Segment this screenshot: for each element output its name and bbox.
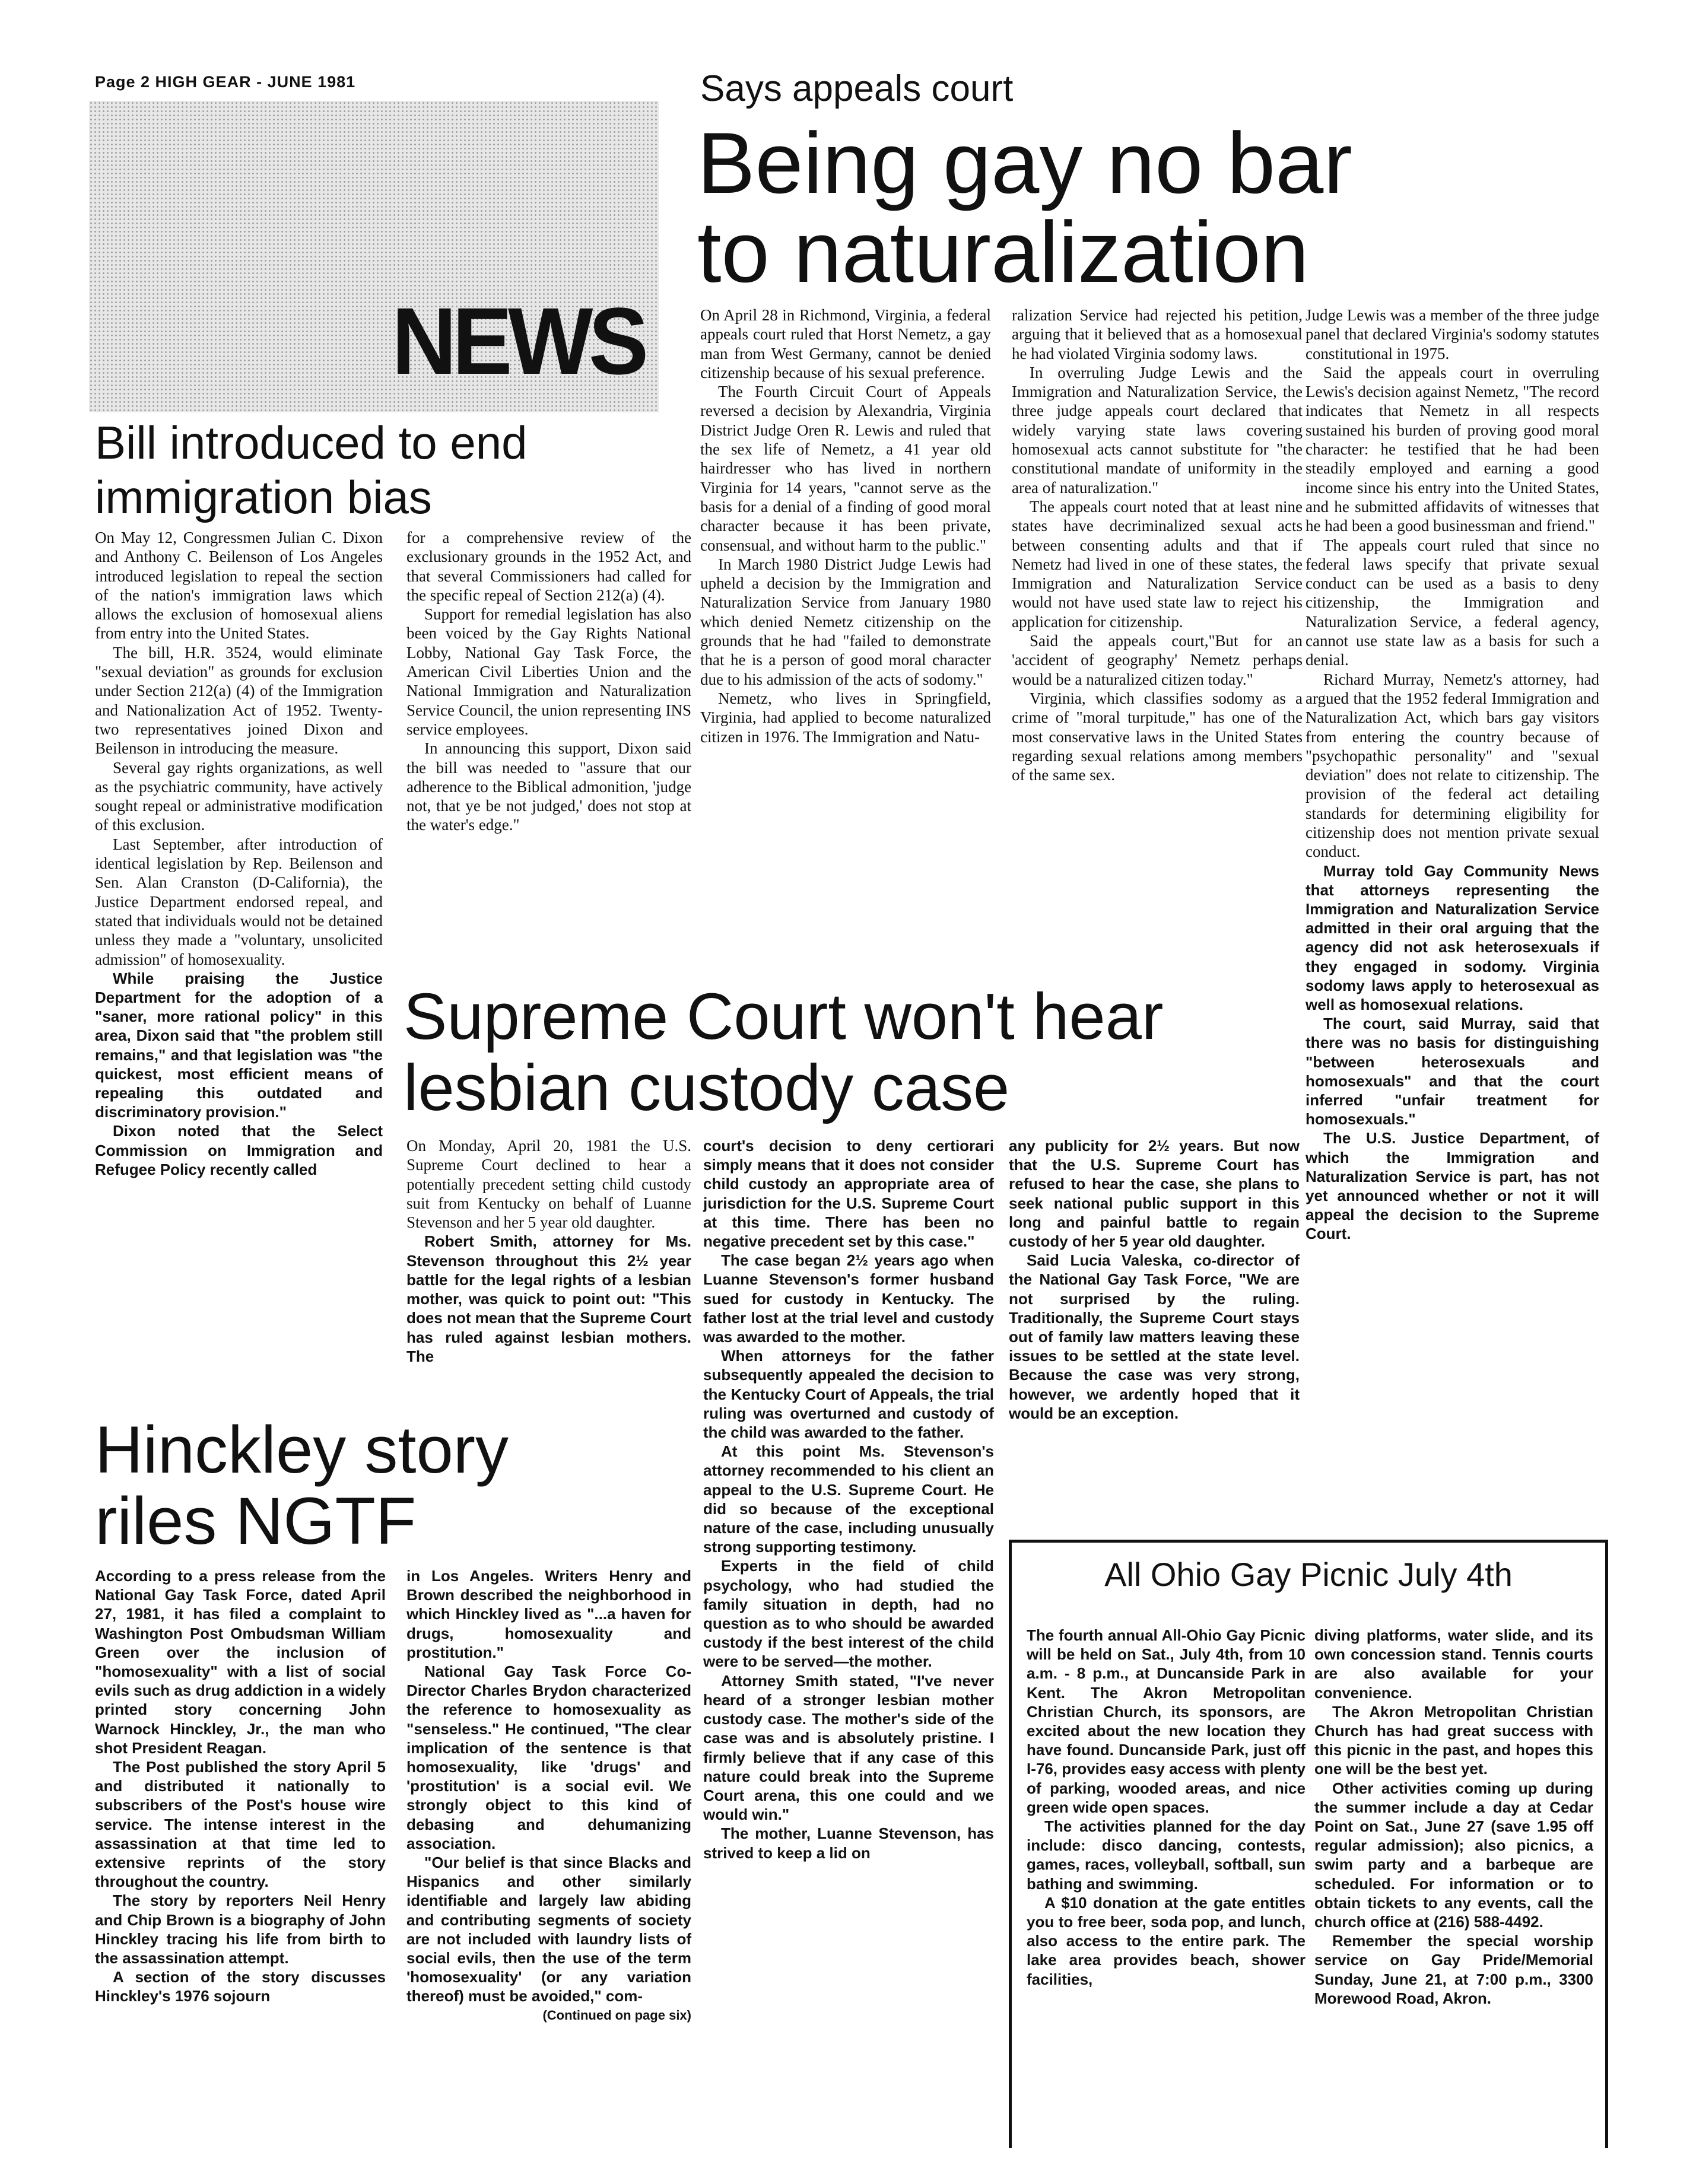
naturalization-column-2	[1012, 306, 1303, 784]
naturalization-column-1	[700, 306, 991, 746]
custody-column-1	[406, 1136, 691, 1366]
picnic-paragraph: The activities planned for the day include: disco dancing, contests, games, races, volleyball, softball, sun bathing and swimming.	[1027, 1817, 1306, 1893]
naturalization-paragraph: Said the appeals court in overruling Lewis's decision against Nemetz, "The record indicates that Nemetz in all respects sustained his burden of proving good moral character: he testified that he had been steadily employed and earning a good income since his entry into the United States, and he submitted affidavits of witnesses that he had been a good businessman and friend."	[1306, 363, 1599, 535]
naturalization-paragraph: The Fourth Circuit Court of Appeals reversed a decision by Alexandria, Virginia District Judge Oren R. Lewis and ruled that the sex life of Nemetz, a 41 year old hairdresser who has lived in northern Virginia for 14 years, "cannot serve as the basis for a denial of a finding of good moral character because it has been private, consensual, and without harm to the public."	[700, 383, 991, 554]
hinckley-column-1	[95, 1566, 386, 2006]
custody-column-3	[1009, 1136, 1300, 1423]
custody-paragraph: Attorney Smith stated, "I've never heard of a stronger lesbian mother custody case. The mother's side of the case was and is absolutely pristine. I firmly believe that if any case of this nature could break into the Supreme Court arena, this one could and we would win."	[703, 1671, 994, 1824]
bill-headline: Bill introduced to end immigration bias	[95, 417, 528, 523]
naturalization-paragraph: Richard Murray, Nemetz's attorney, had argued that the 1952 federal Immigration and Naturalization Act, which bars gay visitors from entering the country because of "psychopathic personality" and "sexual deviation" does not relate to citizenship. The provision of the federal act detailing standards for determining eligibility for citizenship does not mention private sexual conduct.	[1306, 670, 1599, 861]
bill-column-1	[95, 528, 383, 1179]
bill-paragraph: The bill, H.R. 3524, would eliminate "sexual deviation" as grounds for exclusion under Section 212(a) (4) of the Immigration and Nationalization Act of 1952. Twenty-two representatives joined Dixon and Beilenson in introducing the measure.	[95, 643, 383, 758]
naturalization-kicker: Says appeals court	[700, 68, 1014, 109]
picnic-paragraph: The fourth annual All-Ohio Gay Picnic will be held on Sat., July 4th, from 10 a.m. - 8 p.m., at Duncanside Park in Kent. The Akron Metropolitan Christian Church, its sponsors, are excited about the new location they have found. Duncanside Park, just off I-76, provides easy access with plenty of parking, wooded areas, and nice green wide open spaces.	[1027, 1626, 1306, 1816]
bill-paragraph: Support for remedial legislation has also been voiced by the Gay Rights National Lobby, National Gay Task Force, the American Civil Liberties Union and the National Immigration and Naturalization Service Council, the union representing INS service employees.	[406, 605, 691, 738]
picnic-paragraph: A $10 donation at the gate entitles you to free beer, soda pop, and lunch, also access to the entire park. The lake area provides beach, shower facilities,	[1027, 1893, 1306, 1988]
naturalization-paragraph: ralization Service had rejected his petition, arguing that it believed that as a homosexual he had violated Virginia sodomy laws.	[1012, 306, 1303, 363]
naturalization-paragraph: Said the appeals court,"But for an 'accident of geography' Nemetz perhaps would be a naturalized citizen today."	[1012, 632, 1303, 688]
naturalization-paragraph: On April 28 in Richmond, Virginia, a federal appeals court ruled that Horst Nemetz, a gay man from West Germany, cannot be denied citizenship because of his sexual preference.	[700, 306, 991, 382]
picnic-paragraph: diving platforms, water slide, and its own concession stand. Tennis courts are also available for your convenience.	[1314, 1626, 1593, 1702]
picnic-column-1	[1027, 1626, 1306, 1989]
naturalization-paragraph: Murray told Gay Community News that attorneys representing the Immigration and Naturalization Service admitted in their oral arguing that the agency did not ask heterosexuals if they engaged in sodomy. Virginia sodomy laws apply to heterosexual as well as homosexual relations.	[1306, 861, 1599, 1014]
naturalization-paragraph: In March 1980 District Judge Lewis had upheld a decision by the Immigration and Naturalization Service from January 1980 which denied Nemetz citizenship on the grounds that he had "failed to demonstrate that he is a person of good moral character due to his admission of the acts of sodomy."	[700, 555, 991, 688]
hinckley-paragraph: National Gay Task Force Co-Director Charles Brydon characterized the reference to homosexuality as "senseless." He continued, "The clear implication of the sentence is that homosexuality, like 'drugs' and 'prostitution' is a social evil. We strongly object to this kind of debasing and dehumanizing association.	[406, 1662, 691, 1852]
naturalization-paragraph: The appeals court noted that at least nine states have decriminalized sexual acts between consenting adults and that if Nemetz had lived in one of these states, the Immigration and Naturalization Service would not have used state law to reject his application for citizenship.	[1012, 497, 1303, 631]
news-section-label: NEWS	[392, 288, 644, 394]
custody-paragraph: On Monday, April 20, 1981 the U.S. Supreme Court declined to hear a potentially precedent setting child custody suit from Kentucky on behalf of Luanne Stevenson and her 5 year old daughter.	[406, 1137, 691, 1232]
hinckley-paragraph: The Post published the story April 5 and distributed it nationally to subscribers of the Post's house wire service. The intense interest in the assassination at that time led to extensive reprints of the story throughout the country.	[95, 1758, 386, 1891]
naturalization-paragraph: In overruling Judge Lewis and the Immigration and Naturalization Service, the three judge appeals court declared that widely varying state laws covering homosexual acts cannot substitute for "the constitutional mandate of uniformity in the area of naturalization."	[1012, 363, 1303, 497]
picnic-paragraph: Remember the special worship service on Gay Pride/Memorial Sunday, June 21, at 7:00 p.m., 3300 Morewood Road, Akron.	[1314, 1932, 1593, 2007]
picnic-headline: All Ohio Gay Picnic July 4th	[1104, 1556, 1513, 1593]
naturalization-column-3	[1306, 306, 1599, 1244]
custody-column-2	[703, 1136, 994, 1862]
custody-paragraph: Experts in the field of child psychology, who had studied the family situation in depth, had no question as to who should be awarded custody if the best interest of the child were to be served—the mother.	[703, 1557, 994, 1671]
naturalization-paragraph: Nemetz, who lives in Springfield, Virginia, had applied to become naturalized citizen in 1976. The Immigration and Natu-	[700, 689, 991, 746]
custody-paragraph: At this point Ms. Stevenson's attorney recommended to his client an appeal to the U.S. Supreme Court. He did so because of the exceptional nature of the case, including unusually strong supporting testimony.	[703, 1442, 994, 1556]
naturalization-paragraph: Judge Lewis was a member of the three judge panel that declared Virginia's sodomy statutes constitutional in 1975.	[1306, 306, 1599, 363]
hinckley-headline-line-2: riles NGTF	[95, 1484, 417, 1558]
picnic-column-2	[1314, 1626, 1593, 2008]
custody-paragraph: When attorneys for the father subsequently appealed the decision to the Kentucky Court of Appeals, the trial ruling was overturned and custody of the child was awarded to the father.	[703, 1347, 994, 1442]
hinckley-paragraph: The story by reporters Neil Henry and Chip Brown is a biography of John Hinckley tracing his life from birth to the assassination attempt.	[95, 1891, 386, 1967]
custody-paragraph: The mother, Luanne Stevenson, has strived to keep a lid on	[703, 1824, 994, 1862]
hinckley-paragraph: "Our belief is that since Blacks and Hispanics and other similarly identifiable and largely law abiding and contributing segments of society are not included with laundry lists of social evils, then the use of the term 'homosexuality' (or any variation thereof) must be avoided," com-	[406, 1854, 691, 2005]
naturalization-headline-line-1: Being gay no bar	[697, 115, 1352, 211]
continued-line: (Continued on page six)	[542, 2007, 691, 2023]
picnic-paragraph: Other activities coming up during the summer include a day at Cedar Point on Sat., June 27 (save 1.95 off regular admission); also picnics, a swim party and a barbeque are scheduled. For information or to obtain tickets to any events, call the church office at (216) 588-4492.	[1314, 1779, 1593, 1931]
custody-paragraph: Said Lucia Valeska, co-director of the National Gay Task Force, "We are not surprised by the ruling. Traditionally, the Supreme Court stays out of family law matters leaving these issues to be settled at the state level. Because the case was very strong, however, we ardently hoped that it would be an exception.	[1009, 1251, 1300, 1422]
custody-headline-line-1: Supreme Court won't hear	[404, 980, 1164, 1053]
custody-paragraph: Robert Smith, attorney for Ms. Stevenson throughout this 2½ year battle for the legal rights of a lesbian mother, was quick to point out: "This does not mean that the Supreme Court has ruled against lesbian mothers. The	[406, 1232, 691, 1365]
custody-paragraph: any publicity for 2½ years. But now that the U.S. Supreme Court has refused to hear the case, she plans to seek national public support in this long and painful battle to regain custody of her 5 year old daughter.	[1009, 1137, 1300, 1251]
hinckley-headline-line-1: Hinckley story	[95, 1413, 509, 1487]
bill-paragraph: In announcing this support, Dixon said the bill was needed to "assure that our adherence to the Biblical admonition, 'judge not, that ye be not judged,' does not stop at the water's edge."	[406, 739, 691, 834]
naturalization-headline-line-2: to naturalization	[697, 204, 1309, 300]
naturalization-paragraph: Virginia, which classifies sodomy as a crime of "moral turpitude," has one of the most conservative laws in the United States regarding sexual relations among members of the same sex.	[1012, 689, 1303, 784]
bill-paragraph: Last September, after introduction of identical legislation by Rep. Beilenson and Sen. Alan Cranston (D-California), the Justice Department endorsed repeal, and stated that individuals would not be detained unless they made a "voluntary, unsolicited admission" of homosexuality.	[95, 835, 383, 968]
bill-paragraph: Dixon noted that the Select Commission on Immigration and Refugee Policy recently called	[95, 1122, 383, 1178]
naturalization-paragraph: The appeals court ruled that since no federal laws specify that private sexual conduct can be used as a basis to deny citizenship, the Immigration and Naturalization Service, a federal agency, cannot use state law as a basis for such a denial.	[1306, 536, 1599, 669]
bill-paragraph: Several gay rights organizations, as well as the psychiatric community, have actively sought repeal or administrative modification of this exclusion.	[95, 758, 383, 834]
custody-headline-line-2: lesbian custody case	[404, 1051, 1010, 1124]
naturalization-paragraph: The court, said Murray, said that there was no basis for distinguishing "between heterosexuals and homosexuals" and that the court inferred "unfair treatment for homosexuals."	[1306, 1015, 1599, 1128]
bill-column-2	[406, 528, 691, 835]
page-folio: Page 2 HIGH GEAR - JUNE 1981	[95, 73, 356, 91]
custody-paragraph: The case began 2½ years ago when Luanne Stevenson's former husband sued for custody in Kentucky. The father lost at the trial level and custody was awarded to the mother.	[703, 1251, 994, 1346]
custody-paragraph: court's decision to deny certiorari simply means that it does not consider child custody an appropriate area of jurisdiction for the U.S. Supreme Court at this time. There has been no negative precedent set by this case."	[703, 1137, 994, 1251]
bill-paragraph: On May 12, Congressmen Julian C. Dixon and Anthony C. Beilenson of Los Angeles introduced legislation to repeal the section of the nation's immigration laws which allows the exclusion of homosexual aliens from entry into the United States.	[95, 529, 383, 643]
hinckley-paragraph: A section of the story discusses Hinckley's 1976 sojourn	[95, 1968, 386, 2005]
hinckley-paragraph: in Los Angeles. Writers Henry and Brown described the neighborhood in which Hinckley lived as "...a haven for drugs, homosexuality and prostitution."	[406, 1567, 691, 1661]
naturalization-paragraph: The U.S. Justice Department, of which the Immigration and Naturalization Service is part, has not yet announced whether or not it will appeal the decision to the Supreme Court.	[1306, 1129, 1599, 1243]
picnic-paragraph: The Akron Metropolitan Christian Church has had great success with this picnic in the past, and hopes this one will be the best yet.	[1314, 1702, 1593, 1778]
bill-paragraph: While praising the Justice Department for the adoption of a "saner, more rational policy" in this area, Dixon said that "the problem still remains," and that legislation was "the quickest, most efficient means of repealing this outdated and discriminatory provision."	[95, 969, 383, 1121]
bill-paragraph: for a comprehensive review of the exclusionary grounds in the 1952 Act, and that several Commissioners had called for the specific repeal of Section 212(a) (4).	[406, 529, 691, 604]
hinckley-column-2	[406, 1566, 691, 2025]
hinckley-paragraph: According to a press release from the National Gay Task Force, dated April 27, 1981, it has filed a complaint to Washington Post Ombudsman William Green over the inclusion of "homosexuality" with a list of social evils such as drug addiction in a widely printed story concerning John Warnock Hinckley, Jr., the man who shot President Reagan.	[95, 1567, 386, 1757]
